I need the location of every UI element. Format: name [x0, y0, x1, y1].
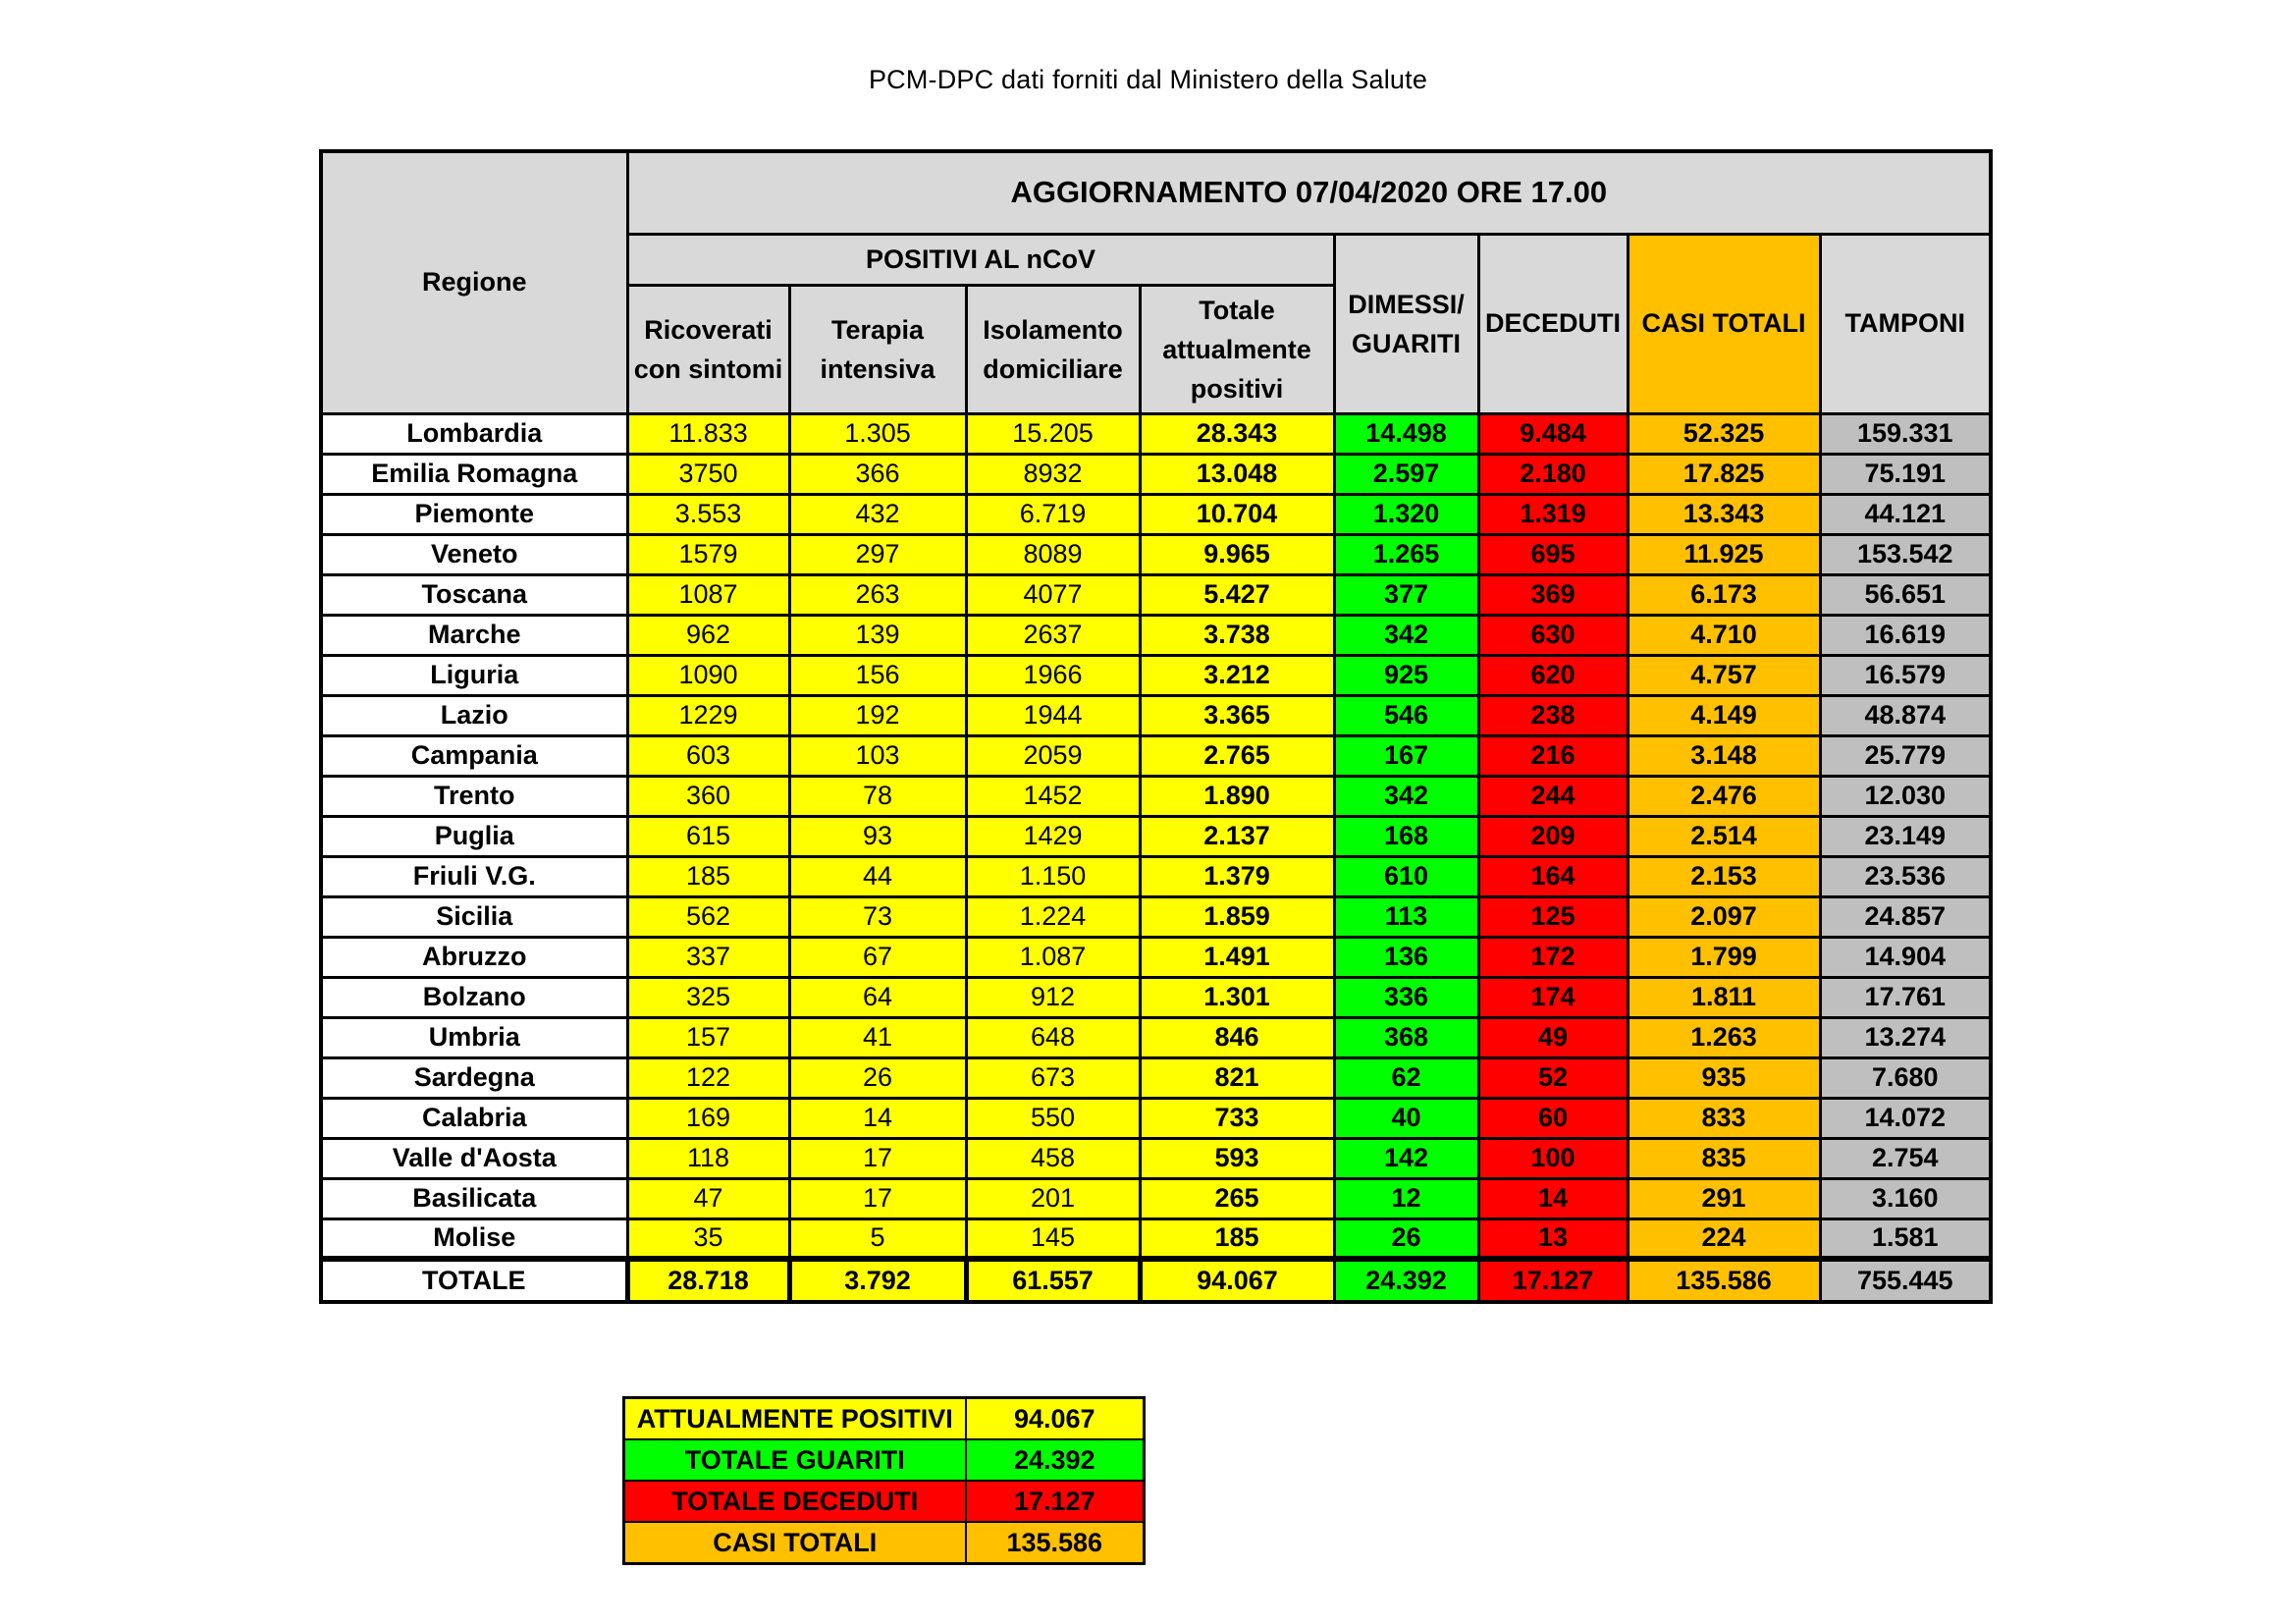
table-row — [321, 856, 1991, 896]
cell-deceduti: 620 — [1478, 655, 1628, 695]
cell-dimessi: 40 — [1334, 1098, 1478, 1138]
cell-casi: 1.799 — [1628, 937, 1820, 977]
cell-dimessi: 546 — [1334, 695, 1478, 735]
table-row — [321, 494, 1991, 534]
cell-casi: 2.514 — [1628, 816, 1820, 856]
cell-ricoverati: 118 — [627, 1138, 789, 1178]
total-row — [321, 1259, 1991, 1302]
cell-dimessi: 142 — [1334, 1138, 1478, 1178]
cell-totale_pos: 1.890 — [1140, 776, 1334, 816]
table-row — [321, 655, 1991, 695]
cell-tamponi: 16.579 — [1820, 655, 1991, 695]
summary-label: TOTALE GUARITI — [624, 1439, 966, 1481]
table-row — [321, 1178, 1991, 1218]
total-dimessi: 24.392 — [1334, 1259, 1478, 1302]
summary-row — [624, 1522, 1145, 1564]
cell-casi: 13.343 — [1628, 494, 1820, 534]
header-isolamento: Isolamento domiciliare — [966, 285, 1140, 413]
cell-tamponi: 16.619 — [1820, 615, 1991, 655]
cell-terapia: 192 — [789, 695, 966, 735]
table-row — [321, 816, 1991, 856]
cell-deceduti: 172 — [1478, 937, 1628, 977]
cell-dimessi: 167 — [1334, 735, 1478, 776]
cell-casi: 11.925 — [1628, 534, 1820, 574]
cell-tamponi: 44.121 — [1820, 494, 1991, 534]
cell-terapia: 366 — [789, 454, 966, 494]
cell-terapia: 26 — [789, 1057, 966, 1098]
cell-totale_pos: 28.343 — [1140, 413, 1334, 454]
cell-terapia: 17 — [789, 1178, 966, 1218]
cell-terapia: 14 — [789, 1098, 966, 1138]
cell-totale_pos: 733 — [1140, 1098, 1334, 1138]
cell-terapia: 263 — [789, 574, 966, 615]
summary-value: 24.392 — [966, 1439, 1145, 1481]
cell-ricoverati: 185 — [627, 856, 789, 896]
cell-tamponi: 25.779 — [1820, 735, 1991, 776]
cell-isolamento: 550 — [966, 1098, 1140, 1138]
table-row — [321, 735, 1991, 776]
cell-totale_pos: 2.137 — [1140, 816, 1334, 856]
total-totale_pos: 94.067 — [1140, 1259, 1334, 1302]
cell-terapia: 103 — [789, 735, 966, 776]
cell-regione: Liguria — [321, 655, 627, 695]
cell-terapia: 5 — [789, 1218, 966, 1259]
cell-tamponi: 1.581 — [1820, 1218, 1991, 1259]
cell-ricoverati: 1087 — [627, 574, 789, 615]
cell-isolamento: 912 — [966, 977, 1140, 1017]
cell-ricoverati: 562 — [627, 896, 789, 937]
cell-ricoverati: 1229 — [627, 695, 789, 735]
cell-isolamento: 1452 — [966, 776, 1140, 816]
table-row — [321, 574, 1991, 615]
total-regione: TOTALE — [321, 1259, 627, 1302]
table-row — [321, 1057, 1991, 1098]
cell-regione: Lazio — [321, 695, 627, 735]
cell-deceduti: 174 — [1478, 977, 1628, 1017]
cell-dimessi: 610 — [1334, 856, 1478, 896]
cell-casi: 17.825 — [1628, 454, 1820, 494]
cell-deceduti: 60 — [1478, 1098, 1628, 1138]
cell-terapia: 139 — [789, 615, 966, 655]
cell-dimessi: 336 — [1334, 977, 1478, 1017]
cell-ricoverati: 337 — [627, 937, 789, 977]
cell-regione: Valle d'Aosta — [321, 1138, 627, 1178]
total-isolamento: 61.557 — [966, 1259, 1140, 1302]
cell-terapia: 73 — [789, 896, 966, 937]
cell-deceduti: 14 — [1478, 1178, 1628, 1218]
cell-casi: 4.149 — [1628, 695, 1820, 735]
cell-casi: 4.757 — [1628, 655, 1820, 695]
cell-isolamento: 6.719 — [966, 494, 1140, 534]
header-terapia: Terapia intensiva — [789, 285, 966, 413]
header-deceduti: DECEDUTI — [1478, 234, 1628, 413]
cell-totale_pos: 1.491 — [1140, 937, 1334, 977]
summary-label: TOTALE DECEDUTI — [624, 1481, 966, 1522]
cell-terapia: 17 — [789, 1138, 966, 1178]
cell-dimessi: 368 — [1334, 1017, 1478, 1057]
cell-totale_pos: 185 — [1140, 1218, 1334, 1259]
table-row — [321, 454, 1991, 494]
cell-dimessi: 342 — [1334, 615, 1478, 655]
cell-regione: Trento — [321, 776, 627, 816]
cell-tamponi: 7.680 — [1820, 1057, 1991, 1098]
cell-tamponi: 48.874 — [1820, 695, 1991, 735]
cell-tamponi: 3.160 — [1820, 1178, 1991, 1218]
table-row — [321, 1138, 1991, 1178]
cell-isolamento: 1966 — [966, 655, 1140, 695]
cell-casi: 52.325 — [1628, 413, 1820, 454]
cell-regione: Sicilia — [321, 896, 627, 937]
summary-row — [624, 1398, 1145, 1440]
cell-casi: 2.097 — [1628, 896, 1820, 937]
cell-terapia: 78 — [789, 776, 966, 816]
cell-dimessi: 12 — [1334, 1178, 1478, 1218]
cell-regione: Piemonte — [321, 494, 627, 534]
cell-deceduti: 630 — [1478, 615, 1628, 655]
cell-regione: Molise — [321, 1218, 627, 1259]
cell-tamponi: 23.149 — [1820, 816, 1991, 856]
header-ricoverati: Ricoverati con sintomi — [627, 285, 789, 413]
cell-terapia: 297 — [789, 534, 966, 574]
summary-value: 135.586 — [966, 1522, 1145, 1564]
cell-ricoverati: 603 — [627, 735, 789, 776]
cell-totale_pos: 3.365 — [1140, 695, 1334, 735]
cell-totale_pos: 1.379 — [1140, 856, 1334, 896]
summary-row — [624, 1439, 1145, 1481]
cell-regione: Friuli V.G. — [321, 856, 627, 896]
header-update: AGGIORNAMENTO 07/04/2020 ORE 17.00 — [627, 151, 1991, 234]
table-row — [321, 1098, 1991, 1138]
cell-deceduti: 209 — [1478, 816, 1628, 856]
cell-totale_pos: 593 — [1140, 1138, 1334, 1178]
table-row — [321, 977, 1991, 1017]
cell-tamponi: 17.761 — [1820, 977, 1991, 1017]
cell-deceduti: 164 — [1478, 856, 1628, 896]
cell-dimessi: 342 — [1334, 776, 1478, 816]
cell-casi: 291 — [1628, 1178, 1820, 1218]
cell-terapia: 41 — [789, 1017, 966, 1057]
cell-tamponi: 14.904 — [1820, 937, 1991, 977]
cell-regione: Bolzano — [321, 977, 627, 1017]
cell-regione: Puglia — [321, 816, 627, 856]
cell-regione: Veneto — [321, 534, 627, 574]
cell-isolamento: 2637 — [966, 615, 1140, 655]
total-terapia: 3.792 — [789, 1259, 966, 1302]
cell-dimessi: 377 — [1334, 574, 1478, 615]
cell-casi: 2.153 — [1628, 856, 1820, 896]
cell-isolamento: 8089 — [966, 534, 1140, 574]
cell-ricoverati: 47 — [627, 1178, 789, 1218]
cell-isolamento: 673 — [966, 1057, 1140, 1098]
header-positivi-group: POSITIVI AL nCoV — [627, 234, 1334, 285]
table-row — [321, 615, 1991, 655]
cell-deceduti: 9.484 — [1478, 413, 1628, 454]
cell-dimessi: 62 — [1334, 1057, 1478, 1098]
cell-totale_pos: 265 — [1140, 1178, 1334, 1218]
cell-totale_pos: 3.738 — [1140, 615, 1334, 655]
header-totale-positivi: Totale attualmente positivi — [1140, 285, 1334, 413]
cell-regione: Emilia Romagna — [321, 454, 627, 494]
header-regione: Regione — [321, 151, 627, 413]
source-caption: PCM-DPC dati forniti dal Ministero della Salute — [868, 65, 1428, 94]
cell-totale_pos: 10.704 — [1140, 494, 1334, 534]
summary-value: 17.127 — [966, 1481, 1145, 1522]
table-row — [321, 695, 1991, 735]
cell-ricoverati: 1090 — [627, 655, 789, 695]
cell-isolamento: 2059 — [966, 735, 1140, 776]
cell-tamponi: 13.274 — [1820, 1017, 1991, 1057]
cell-tamponi: 2.754 — [1820, 1138, 1991, 1178]
cell-ricoverati: 157 — [627, 1017, 789, 1057]
cell-isolamento: 1.224 — [966, 896, 1140, 937]
total-deceduti: 17.127 — [1478, 1259, 1628, 1302]
cell-terapia: 156 — [789, 655, 966, 695]
cell-dimessi: 1.320 — [1334, 494, 1478, 534]
cell-tamponi: 23.536 — [1820, 856, 1991, 896]
cell-tamponi: 153.542 — [1820, 534, 1991, 574]
table-row — [321, 1017, 1991, 1057]
cell-tamponi: 24.857 — [1820, 896, 1991, 937]
cell-regione: Umbria — [321, 1017, 627, 1057]
cell-isolamento: 15.205 — [966, 413, 1140, 454]
summary-row — [624, 1481, 1145, 1522]
cell-terapia: 93 — [789, 816, 966, 856]
cell-casi: 835 — [1628, 1138, 1820, 1178]
cell-tamponi: 159.331 — [1820, 413, 1991, 454]
cell-tamponi: 14.072 — [1820, 1098, 1991, 1138]
cell-isolamento: 145 — [966, 1218, 1140, 1259]
total-ricoverati: 28.718 — [627, 1259, 789, 1302]
cell-dimessi: 136 — [1334, 937, 1478, 977]
cell-deceduti: 238 — [1478, 695, 1628, 735]
cell-dimessi: 1.265 — [1334, 534, 1478, 574]
cell-totale_pos: 5.427 — [1140, 574, 1334, 615]
cell-dimessi: 26 — [1334, 1218, 1478, 1259]
cell-ricoverati: 1579 — [627, 534, 789, 574]
cell-ricoverati: 169 — [627, 1098, 789, 1138]
total-tamponi: 755.445 — [1820, 1259, 1991, 1302]
cell-deceduti: 125 — [1478, 896, 1628, 937]
covid-regions-table — [319, 149, 1993, 1304]
cell-tamponi: 75.191 — [1820, 454, 1991, 494]
summary-label: ATTUALMENTE POSITIVI — [624, 1398, 966, 1440]
cell-casi: 833 — [1628, 1098, 1820, 1138]
summary-value: 94.067 — [966, 1398, 1145, 1440]
cell-isolamento: 1429 — [966, 816, 1140, 856]
cell-dimessi: 2.597 — [1334, 454, 1478, 494]
summary-label: CASI TOTALI — [624, 1522, 966, 1564]
cell-deceduti: 695 — [1478, 534, 1628, 574]
cell-regione: Basilicata — [321, 1178, 627, 1218]
cell-isolamento: 4077 — [966, 574, 1140, 615]
table-row — [321, 1218, 1991, 1259]
cell-isolamento: 201 — [966, 1178, 1140, 1218]
cell-deceduti: 216 — [1478, 735, 1628, 776]
summary-table — [622, 1396, 1146, 1565]
cell-isolamento: 1.087 — [966, 937, 1140, 977]
cell-deceduti: 244 — [1478, 776, 1628, 816]
header-dimessi: DIMESSI/ GUARITI — [1334, 234, 1478, 413]
cell-tamponi: 56.651 — [1820, 574, 1991, 615]
cell-dimessi: 168 — [1334, 816, 1478, 856]
cell-totale_pos: 2.765 — [1140, 735, 1334, 776]
cell-casi: 6.173 — [1628, 574, 1820, 615]
cell-totale_pos: 1.301 — [1140, 977, 1334, 1017]
table-row — [321, 413, 1991, 454]
cell-tamponi: 12.030 — [1820, 776, 1991, 816]
cell-totale_pos: 3.212 — [1140, 655, 1334, 695]
cell-ricoverati: 3750 — [627, 454, 789, 494]
cell-casi: 935 — [1628, 1057, 1820, 1098]
cell-terapia: 44 — [789, 856, 966, 896]
cell-ricoverati: 122 — [627, 1057, 789, 1098]
cell-totale_pos: 821 — [1140, 1057, 1334, 1098]
cell-regione: Marche — [321, 615, 627, 655]
cell-deceduti: 1.319 — [1478, 494, 1628, 534]
cell-totale_pos: 9.965 — [1140, 534, 1334, 574]
table-row — [321, 776, 1991, 816]
cell-regione: Abruzzo — [321, 937, 627, 977]
cell-terapia: 64 — [789, 977, 966, 1017]
cell-deceduti: 13 — [1478, 1218, 1628, 1259]
cell-regione: Campania — [321, 735, 627, 776]
cell-regione: Lombardia — [321, 413, 627, 454]
cell-totale_pos: 1.859 — [1140, 896, 1334, 937]
cell-ricoverati: 360 — [627, 776, 789, 816]
cell-terapia: 432 — [789, 494, 966, 534]
cell-terapia: 1.305 — [789, 413, 966, 454]
cell-deceduti: 100 — [1478, 1138, 1628, 1178]
table-row — [321, 937, 1991, 977]
cell-deceduti: 369 — [1478, 574, 1628, 615]
cell-totale_pos: 846 — [1140, 1017, 1334, 1057]
cell-ricoverati: 11.833 — [627, 413, 789, 454]
cell-isolamento: 458 — [966, 1138, 1140, 1178]
cell-regione: Sardegna — [321, 1057, 627, 1098]
cell-casi: 3.148 — [1628, 735, 1820, 776]
cell-isolamento: 8932 — [966, 454, 1140, 494]
cell-isolamento: 1944 — [966, 695, 1140, 735]
cell-casi: 1.811 — [1628, 977, 1820, 1017]
cell-dimessi: 14.498 — [1334, 413, 1478, 454]
cell-deceduti: 49 — [1478, 1017, 1628, 1057]
cell-casi: 4.710 — [1628, 615, 1820, 655]
cell-ricoverati: 35 — [627, 1218, 789, 1259]
header-tamponi: TAMPONI — [1820, 234, 1991, 413]
cell-ricoverati: 962 — [627, 615, 789, 655]
cell-regione: Toscana — [321, 574, 627, 615]
cell-deceduti: 52 — [1478, 1057, 1628, 1098]
cell-totale_pos: 13.048 — [1140, 454, 1334, 494]
cell-dimessi: 113 — [1334, 896, 1478, 937]
cell-casi: 2.476 — [1628, 776, 1820, 816]
cell-casi: 224 — [1628, 1218, 1820, 1259]
cell-casi: 1.263 — [1628, 1017, 1820, 1057]
cell-isolamento: 648 — [966, 1017, 1140, 1057]
cell-ricoverati: 3.553 — [627, 494, 789, 534]
table-row — [321, 896, 1991, 937]
header-casi-totali: CASI TOTALI — [1628, 234, 1820, 413]
cell-isolamento: 1.150 — [966, 856, 1140, 896]
cell-deceduti: 2.180 — [1478, 454, 1628, 494]
total-casi: 135.586 — [1628, 1259, 1820, 1302]
cell-ricoverati: 615 — [627, 816, 789, 856]
cell-ricoverati: 325 — [627, 977, 789, 1017]
cell-regione: Calabria — [321, 1098, 627, 1138]
table-row — [321, 534, 1991, 574]
cell-terapia: 67 — [789, 937, 966, 977]
cell-dimessi: 925 — [1334, 655, 1478, 695]
